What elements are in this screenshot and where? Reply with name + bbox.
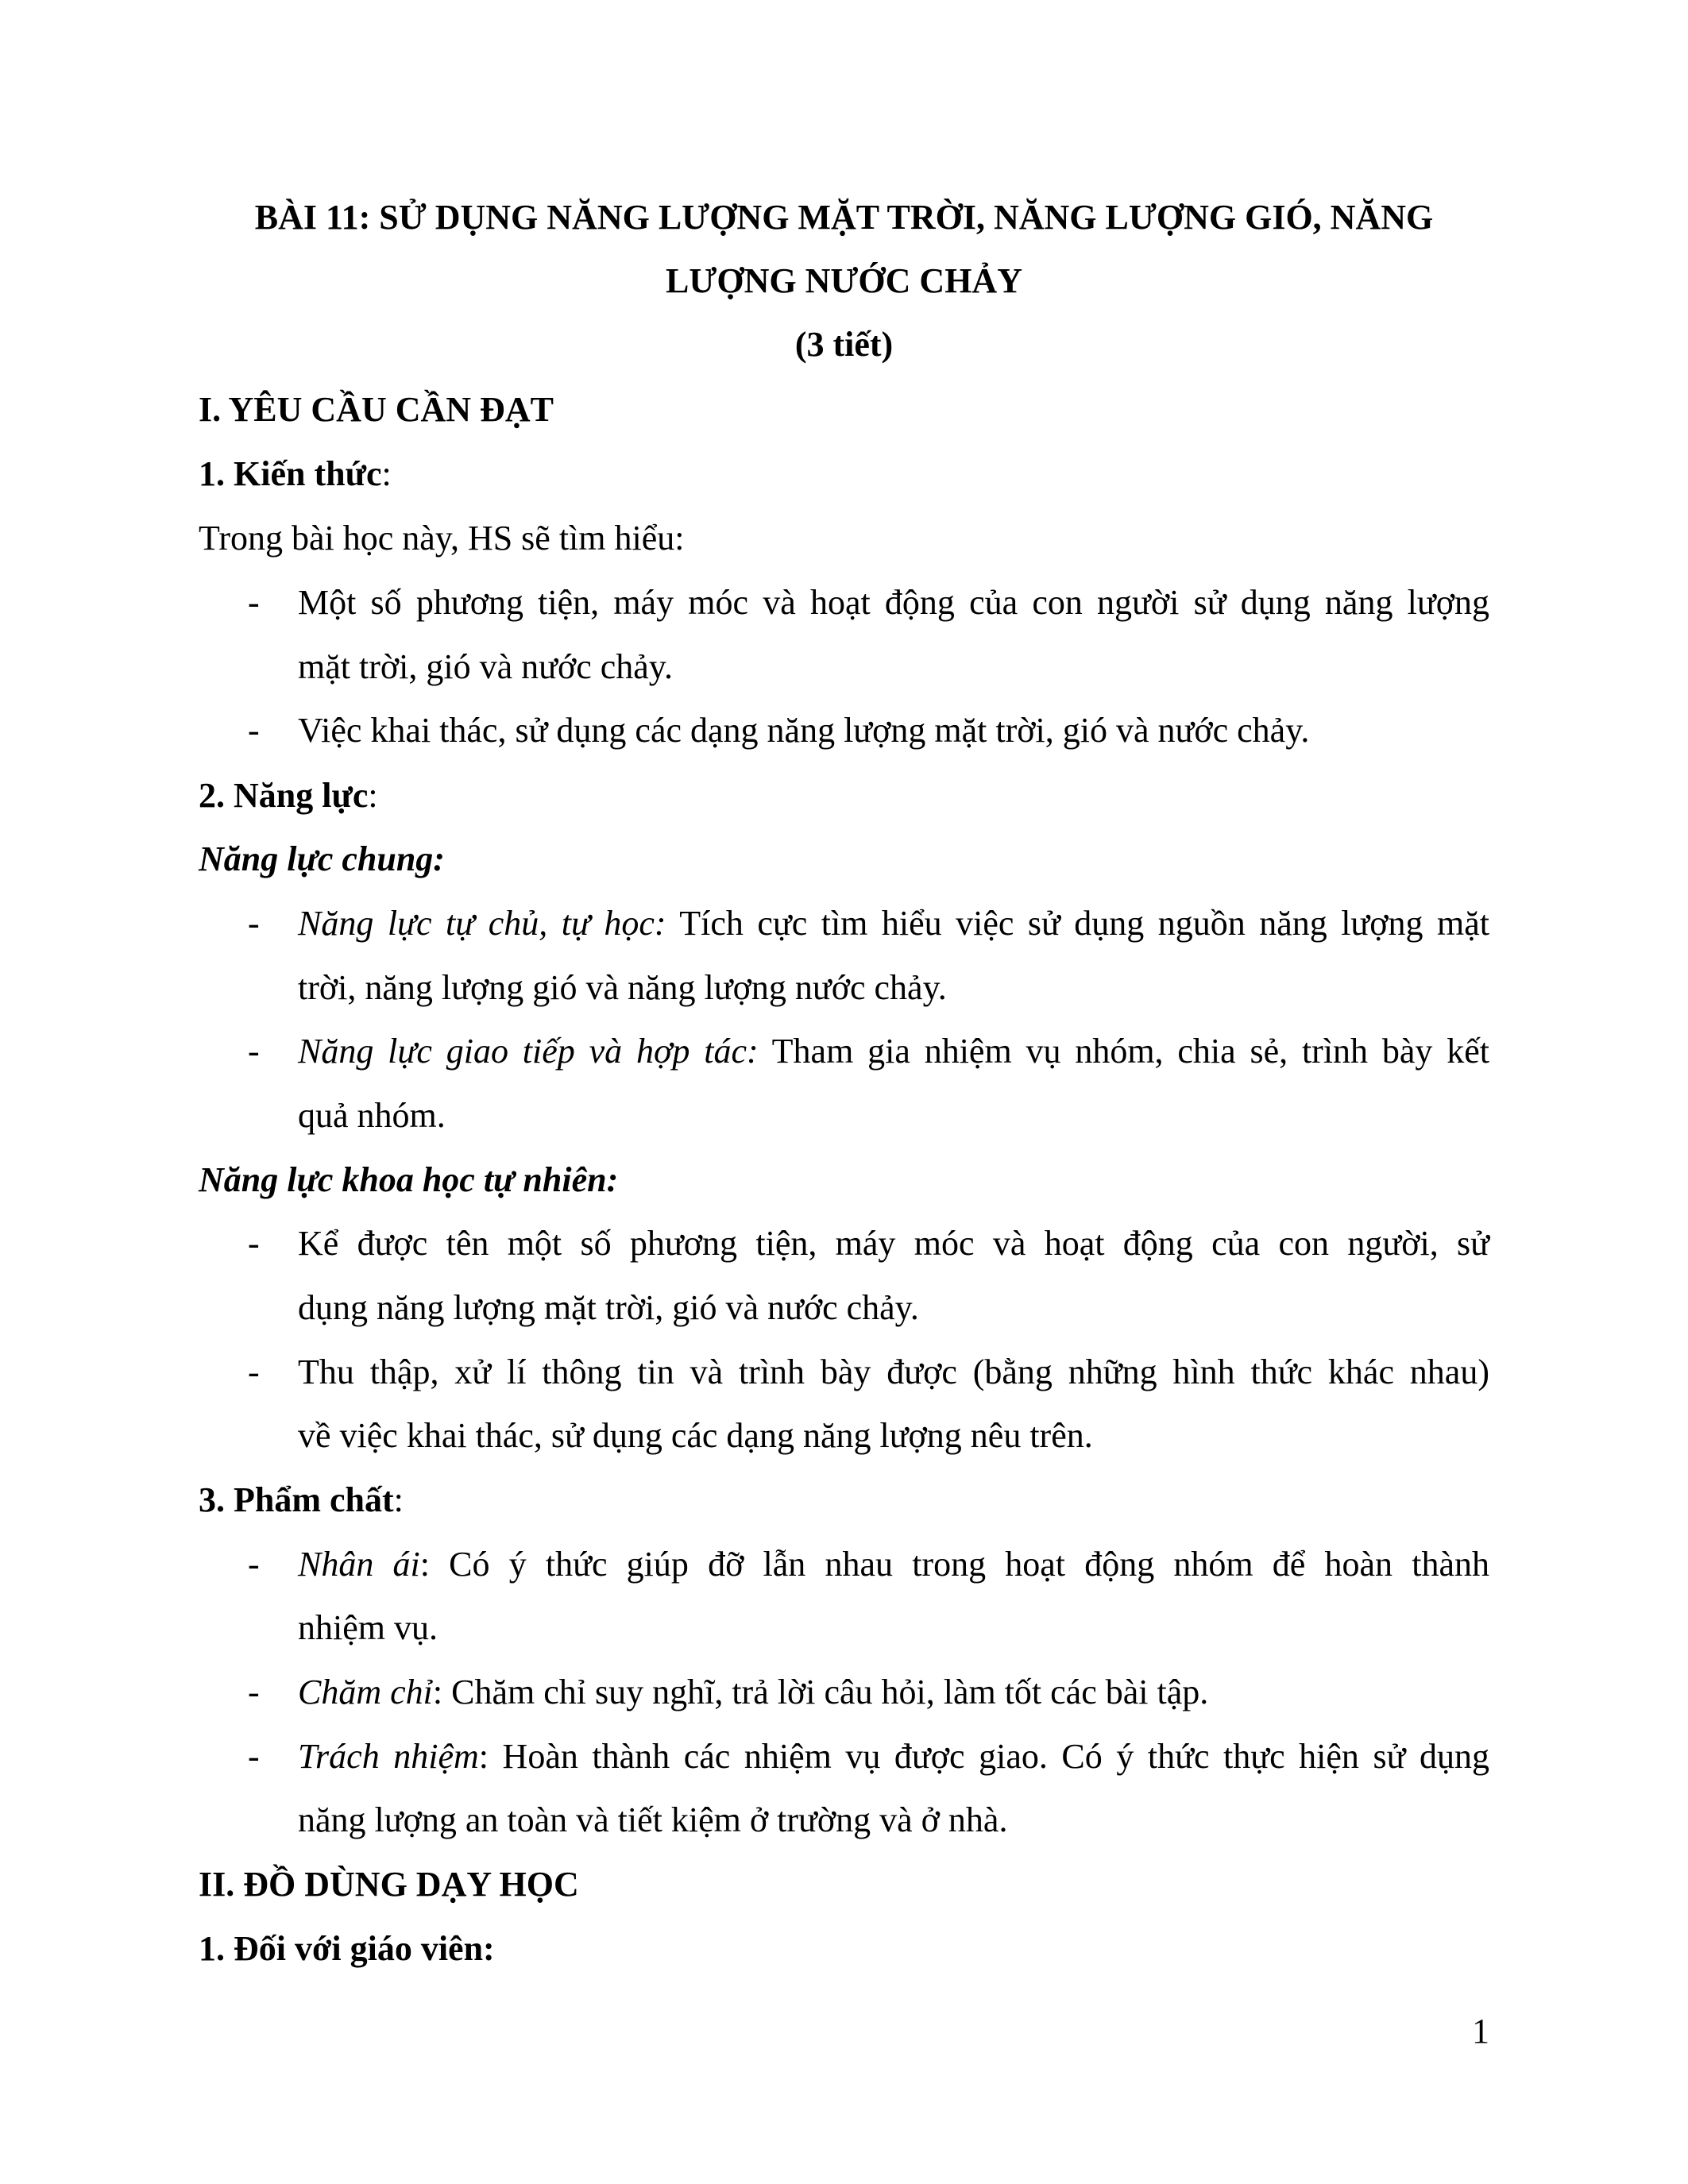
lesson-title-line-1: BÀI 11: SỬ DỤNG NĂNG LƯỢNG MẶT TRỜI, NĂNG LƯỢNG GIÓ, NĂNG <box>254 198 1434 237</box>
bullet-dash: - <box>248 904 260 943</box>
quality-item-2-label: Chăm chỉ <box>298 1673 433 1711</box>
quality-item-2 <box>298 1672 1489 1712</box>
bullet-dash: - <box>248 1352 260 1391</box>
knowledge-item-2: Việc khai thác, sử dụng các dạng năng lượng mặt trời, gió và nước chảy. <box>298 711 1310 750</box>
general-item-1-line-2: trời, năng lượng gió và năng lượng nước chảy. <box>298 968 947 1007</box>
knowledge-item-1-line-1: Một số phương tiện, máy móc và hoạt động của con người sử dụng năng lượng <box>298 583 1489 622</box>
general-item-2-label: Năng lực giao tiếp và hợp tác: <box>298 1032 759 1071</box>
quality-item-1-line-1 <box>298 1544 1489 1584</box>
general-item-2-line-2: quả nhóm. <box>298 1096 446 1135</box>
quality-item-1-label: Nhân ái <box>298 1545 420 1584</box>
quality-item-1-text: : Có ý thức giúp đỡ lẫn nhau trong hoạt động nhóm để hoàn thành <box>419 1545 1489 1584</box>
science-item-1-line-2: dụng năng lượng mặt trời, gió và nước chảy. <box>298 1288 919 1327</box>
bullet-dash: - <box>248 1032 260 1071</box>
page-number: 1 <box>1472 2012 1489 2051</box>
knowledge-heading <box>199 453 392 494</box>
section-heading-materials: II. ĐỒ DÙNG DẠY HỌC <box>199 1865 579 1904</box>
lesson-periods: (3 tiết) <box>794 325 894 364</box>
quality-item-3-text: : Hoàn thành các nhiệm vụ được giao. Có ý thức thực hiện sử dụng <box>478 1737 1489 1776</box>
science-competence-heading: Năng lực khoa học tự nhiên: <box>199 1160 619 1199</box>
quality-item-3-line-1 <box>298 1736 1489 1777</box>
science-item-2-line-2: về việc khai thác, sử dụng các dạng năng lượng nêu trên. <box>298 1416 1093 1455</box>
qualities-heading <box>199 1480 404 1520</box>
knowledge-heading-colon: : <box>381 454 392 493</box>
quality-item-2-text: : Chăm chỉ suy nghĩ, trả lời câu hỏi, làm tốt các bài tập. <box>432 1673 1209 1711</box>
general-item-2-line-1 <box>298 1031 1489 1071</box>
bullet-dash: - <box>248 1673 260 1711</box>
general-item-2-text: Tham gia nhiệm vụ nhóm, chia sẻ, trình bày kết <box>758 1032 1489 1071</box>
bullet-dash: - <box>248 583 260 622</box>
general-competence-heading: Năng lực chung: <box>199 839 445 878</box>
lesson-title-line-2: LƯỢNG NƯỚC CHẢY <box>666 261 1022 300</box>
bullet-dash: - <box>248 1545 260 1584</box>
general-item-1-line-1 <box>298 903 1489 943</box>
section-heading-requirements: I. YÊU CẦU CẦN ĐẠT <box>199 390 554 429</box>
science-item-1-line-1: Kể được tên một số phương tiện, máy móc và hoạt động của con người, sử <box>298 1224 1489 1263</box>
qualities-heading-colon: : <box>393 1480 404 1519</box>
knowledge-intro: Trong bài học này, HS sẽ tìm hiểu: <box>199 519 685 558</box>
teacher-materials-heading: 1. Đối với giáo viên: <box>199 1929 495 1968</box>
knowledge-item-1-line-2: mặt trời, gió và nước chảy. <box>298 647 673 686</box>
competence-heading-text: 2. Năng lực <box>199 776 369 815</box>
quality-item-3-label: Trách nhiệm <box>298 1737 479 1776</box>
bullet-dash: - <box>248 1737 260 1776</box>
general-item-1-label: Năng lực tự chủ, tự học: <box>298 904 666 943</box>
general-item-1-text: Tích cực tìm hiểu việc sử dụng nguồn năng lượng mặt <box>666 904 1489 943</box>
competence-heading <box>199 775 378 816</box>
quality-item-1-line-2: nhiệm vụ. <box>298 1608 438 1647</box>
bullet-dash: - <box>248 711 260 750</box>
bullet-dash: - <box>248 1224 260 1263</box>
science-item-2-line-1: Thu thập, xử lí thông tin và trình bày được (bằng những hình thức khác nhau) <box>298 1352 1489 1391</box>
knowledge-heading-text: 1. Kiến thức <box>199 454 382 493</box>
quality-item-3-line-2: năng lượng an toàn và tiết kiệm ở trường và ở nhà. <box>298 1800 1008 1839</box>
qualities-heading-text: 3. Phẩm chất <box>199 1480 394 1519</box>
competence-heading-colon: : <box>368 776 378 815</box>
